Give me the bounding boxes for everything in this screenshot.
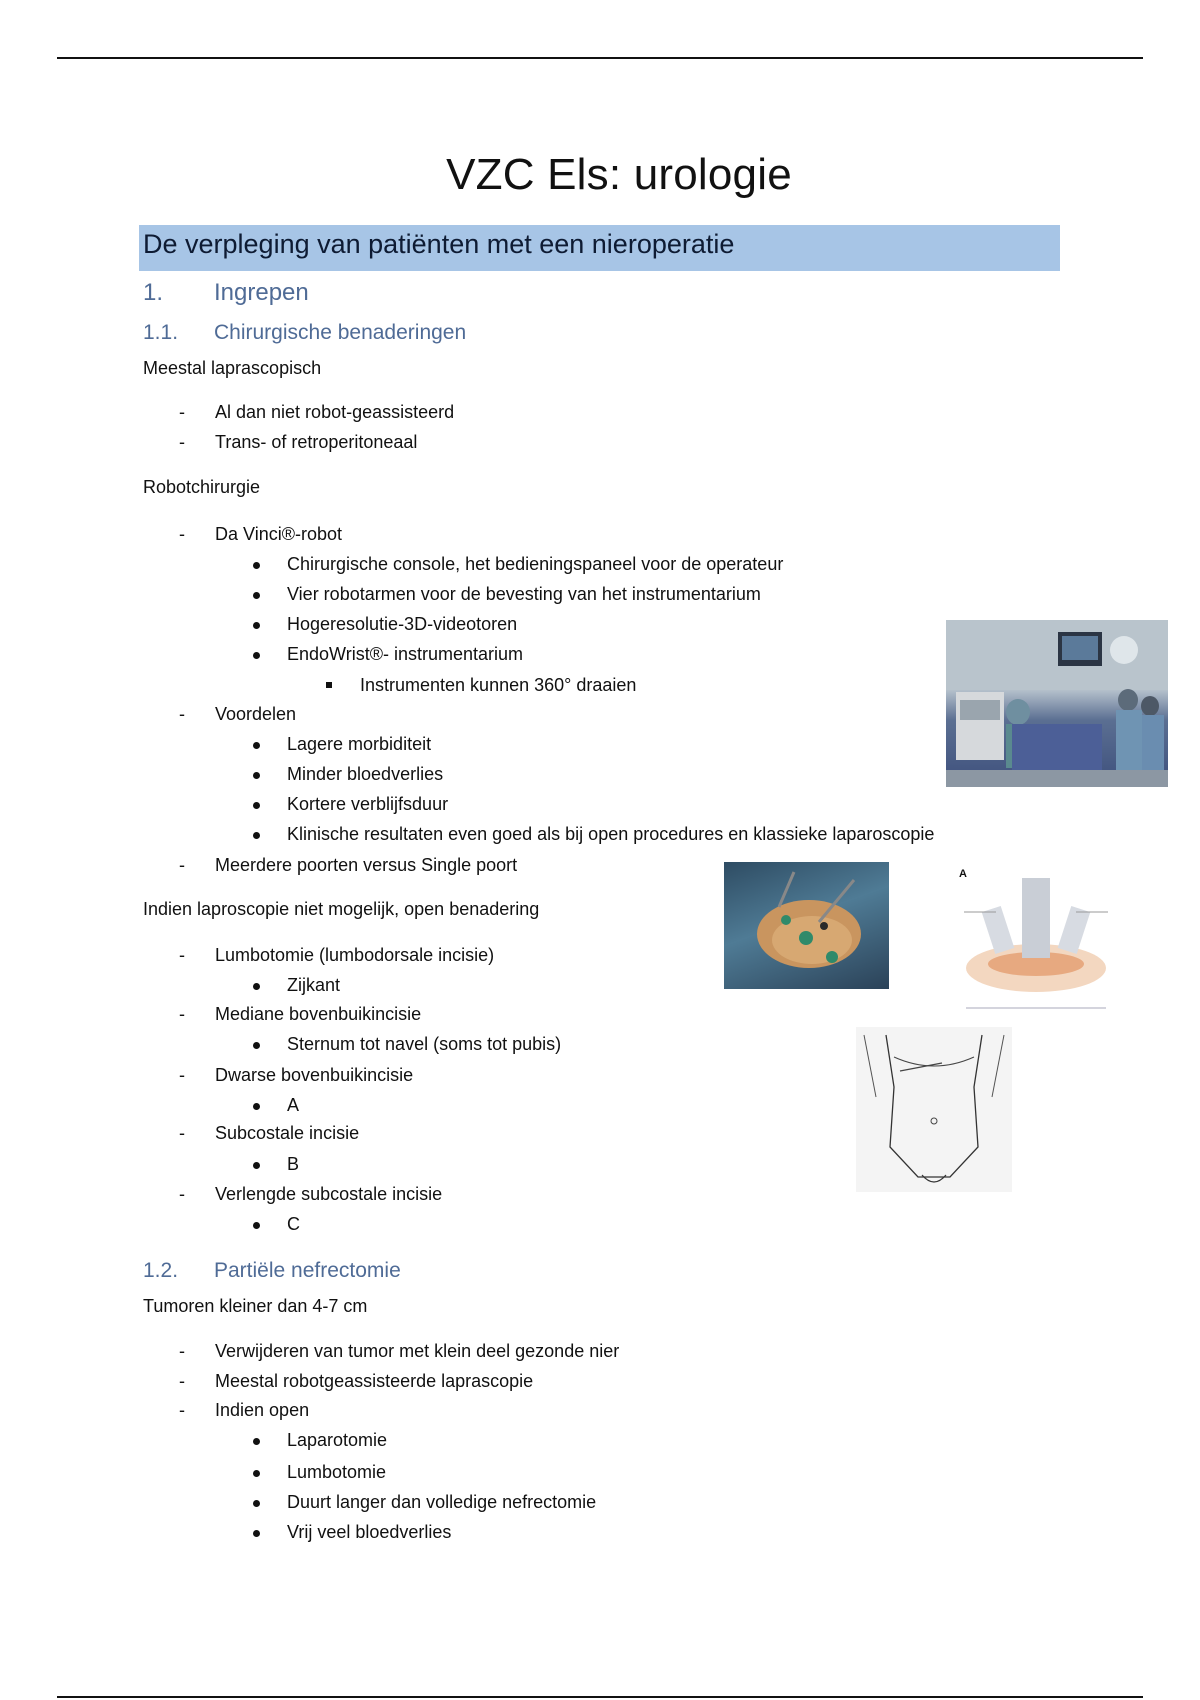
laparoscopy-photo bbox=[724, 862, 889, 989]
dash-marker: - bbox=[179, 1004, 185, 1024]
list-item: EndoWrist®- instrumentarium bbox=[287, 644, 523, 664]
list-item: Laparotomie bbox=[287, 1430, 388, 1450]
heading-1-2-number: 1.2. bbox=[143, 1259, 179, 1282]
paragraph-robot: Robotchirurgie bbox=[143, 477, 261, 497]
dash-marker: - bbox=[179, 855, 185, 875]
list-item: Meerdere poorten versus Single poort bbox=[215, 855, 518, 875]
list-item: Subcostale incisie bbox=[215, 1123, 360, 1143]
operating-room-photo bbox=[946, 620, 1168, 787]
list-item: Voordelen bbox=[215, 704, 297, 724]
list-item: Mediane bovenbuikincisie bbox=[215, 1004, 422, 1024]
list-item: A bbox=[287, 1095, 300, 1115]
dash-marker: - bbox=[179, 432, 185, 452]
dash-marker: - bbox=[179, 1341, 185, 1361]
bullet-marker bbox=[253, 1222, 260, 1229]
paragraph-meestal: Meestal laprascopisch bbox=[143, 358, 322, 378]
bullet-marker bbox=[253, 832, 260, 839]
list-item: C bbox=[287, 1214, 300, 1234]
bullet-marker bbox=[253, 1438, 260, 1445]
heading-1-2-title: Partiële nefrectomie bbox=[214, 1259, 401, 1282]
bullet-marker bbox=[253, 772, 260, 779]
bullet-marker bbox=[253, 1162, 260, 1169]
list-item: Lumbotomie (lumbodorsale incisie) bbox=[215, 945, 495, 965]
list-item: Instrumenten kunnen 360° draaien bbox=[360, 675, 637, 695]
bullet-marker bbox=[253, 1103, 260, 1110]
heading-1-1-number: 1.1. bbox=[143, 321, 179, 344]
heading-1-title: Ingrepen bbox=[214, 279, 309, 306]
diagram-label: A bbox=[959, 868, 967, 880]
list-item: Duurt langer dan volledige nefrectomie bbox=[287, 1492, 597, 1512]
list-item: Lagere morbiditeit bbox=[287, 734, 432, 754]
header-rule bbox=[57, 57, 1143, 59]
list-item: Indien open bbox=[215, 1400, 310, 1420]
list-item: B bbox=[287, 1154, 300, 1174]
footer-rule bbox=[57, 1696, 1143, 1698]
heading-1-number: 1. bbox=[143, 279, 164, 306]
incision-body-sketch bbox=[856, 1027, 1012, 1192]
list-item: Chirurgische console, het bedieningspaneel voor de operateur bbox=[287, 554, 784, 574]
page-title: VZC Els: urologie bbox=[446, 150, 792, 199]
dash-marker: - bbox=[179, 1065, 185, 1085]
list-item: Meestal robotgeassisteerde laprascopie bbox=[215, 1371, 534, 1391]
bullet-marker bbox=[253, 983, 260, 990]
square-marker bbox=[326, 682, 332, 688]
bullet-marker bbox=[253, 802, 260, 809]
bullet-marker bbox=[253, 742, 260, 749]
list-item: Al dan niet robot-geassisteerd bbox=[215, 402, 455, 422]
list-item: Verwijderen van tumor met klein deel gezonde nier bbox=[215, 1341, 620, 1361]
list-item: Vier robotarmen voor de bevesting van het instrumentarium bbox=[287, 584, 761, 604]
bullet-marker bbox=[253, 592, 260, 599]
dash-marker: - bbox=[179, 945, 185, 965]
list-item: Sternum tot navel (soms tot pubis) bbox=[287, 1034, 562, 1054]
list-item: Trans- of retroperitoneaal bbox=[215, 432, 418, 452]
bullet-marker bbox=[253, 1042, 260, 1049]
heading-1-1-title: Chirurgische benaderingen bbox=[214, 321, 467, 344]
list-item: Vrij veel bloedverlies bbox=[287, 1522, 452, 1542]
bullet-marker bbox=[253, 622, 260, 629]
paragraph-tumoren: Tumoren kleiner dan 4-7 cm bbox=[143, 1296, 368, 1316]
list-item: Dwarse bovenbuikincisie bbox=[215, 1065, 414, 1085]
dash-marker: - bbox=[179, 1400, 185, 1420]
list-item: Lumbotomie bbox=[287, 1462, 387, 1482]
port-placement-diagram bbox=[956, 868, 1116, 1015]
dash-marker: - bbox=[179, 704, 185, 724]
dash-marker: - bbox=[179, 1184, 185, 1204]
bullet-marker bbox=[253, 652, 260, 659]
list-item: Hogeresolutie-3D-videotoren bbox=[287, 614, 518, 634]
bullet-marker bbox=[253, 562, 260, 569]
section-banner-text: De verpleging van patiënten met een nieroperatie bbox=[143, 229, 735, 259]
dash-marker: - bbox=[179, 1371, 185, 1391]
bullet-marker bbox=[253, 1470, 260, 1477]
bullet-marker bbox=[253, 1500, 260, 1507]
list-item: Verlengde subcostale incisie bbox=[215, 1184, 443, 1204]
bullet-marker bbox=[253, 1530, 260, 1537]
paragraph-indien: Indien laproscopie niet mogelijk, open benadering bbox=[143, 899, 540, 919]
list-item: Minder bloedverlies bbox=[287, 764, 444, 784]
list-item: Klinische resultaten even goed als bij open procedures en klassieke laparoscopie bbox=[287, 824, 935, 844]
dash-marker: - bbox=[179, 1123, 185, 1143]
dash-marker: - bbox=[179, 402, 185, 422]
list-item: Kortere verblijfsduur bbox=[287, 794, 449, 814]
dash-marker: - bbox=[179, 524, 185, 544]
list-item: Zijkant bbox=[287, 975, 341, 995]
list-item: Da Vinci®-robot bbox=[215, 524, 342, 544]
